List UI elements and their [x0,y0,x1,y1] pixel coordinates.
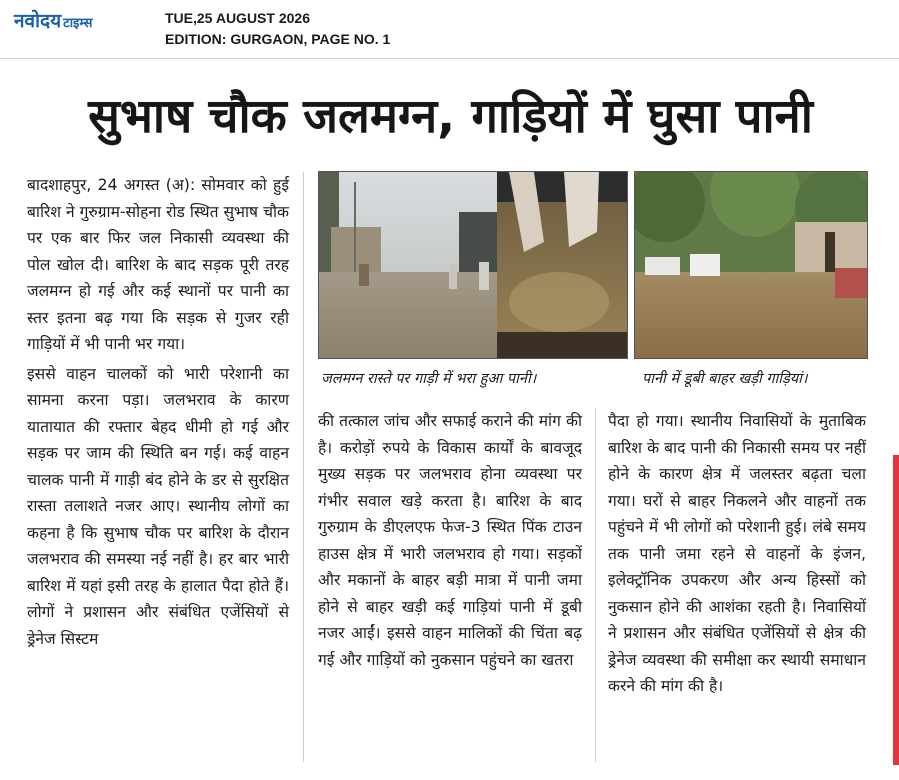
edition-label: EDITION: GURGAON, PAGE NO. 1 [165,31,391,47]
column-divider-2 [595,408,596,762]
article-paragraph-1: बादशाहपुर, 24 अगस्त (अ): सोमवार को हुई बारिश ने गुरुग्राम-सोहना रोड स्थित सुभाष चौक पर एक बार फिर जल निकासी व्यवस्था की पोल खोल दी। बारिश के बाद सड़क पूरी तरह जलमग्न हो गई और कई स्थानों पर पानी का स्तर इतना बढ़ गया कि सड़क से गुजर रही गाड़ियों में भी पानी भर गया। [27,176,289,353]
article-paragraph-2: इससे वाहन चालकों को भारी परेशानी का सामना करना पड़ा। जलभराव के कारण यातायात की रफ्तार बेहद धीमी हो गई और सड़क पर जाम की स्थिति बन गई। कई वाहन चालक पानी में गाड़ी बंद होने के डर से सुरक्षित रास्ता तलाशते नजर आए। स्थानीय लोगों का कहना है कि सुभाष चौक पर बारिश के दौरान जलभराव की समस्या नई नहीं है। हर बार भारी बारिश में यहां इसी तरह के हालात पैदा होते हैं। लोगों ने प्रशासन और संबंधित एजेंसियों से ड्रेनेज सिस्टम [27,364,289,648]
article-column-1 [27,172,289,652]
article-column-2 [318,408,582,673]
masthead-bar [0,0,899,59]
newspaper-logo[interactable] [14,8,92,34]
logo-main-text: नवोदय [14,10,62,32]
issue-date: TUE,25 AUGUST 2026 [165,10,310,26]
flooded-road-image [319,172,627,358]
article-paragraph-3: की तत्काल जांच और सफाई कराने की मांग की है। करोड़ों रुपये के विकास कार्यों के बावजूद मुख्य सड़क पर जलभराव होना व्यवस्था पर गंभीर सवाल खड़े करता है। बारिश के बाद गुरुग्राम के डीएलएफ फेज-3 स्थित पिंक टाउन हाउस क्षेत्र में भारी जलभराव हो गया। सड़कों और मकानों के बाहर बड़ी मात्रा में पानी जमा होने से बाहर खड़ी कई गाड़ियां पानी में डूबी नजर आईं। इससे वाहन मालिकों की चिंता बढ़ गई और गाड़ियों को नुकसान पहुंचने का खतरा [318,412,582,669]
edition-info [165,8,390,50]
article-headline: सुभाष चौक जलमग्न, गाड़ियों में घुसा पानी [88,89,813,144]
photo-caption-1: जलमग्न रास्ते पर गाड़ी में भरा हुआ पानी। [321,371,537,387]
scroll-indicator[interactable] [893,455,899,765]
photo-caption-2: पानी में डूबी बाहर खड़ी गाड़ियां। [642,371,808,387]
submerged-cars-photo [634,171,868,359]
column-divider-1 [303,172,304,762]
article-column-3 [608,408,866,700]
article-paragraph-4: पैदा हो गया। स्थानीय निवासियों के मुताबिक बारिश के बाद पानी की निकासी समय पर नहीं होने के कारण क्षेत्र में जलस्तर बढ़ता चला गया। घरों से बाहर निकलने और वाहनों तक पहुंचने में भी लोगों को परेशानी हुई। लंबे समय तक पानी जमा रहने से वाहनों के इंजन, इलेक्ट्रॉनिक उपकरण और अन्य हिस्सों को नुकसान होने की आशंका रहती है। निवासियों ने प्रशासन और संबंधित एजेंसियों से क्षेत्र की ड्रेनेज व्यवस्था की समीक्षा कर स्थायी समाधान करने की मांग की है। [608,412,866,695]
logo-sub-text: टाइम्स [63,16,93,31]
submerged-cars-image [635,172,867,358]
flooded-road-photo [318,171,628,359]
